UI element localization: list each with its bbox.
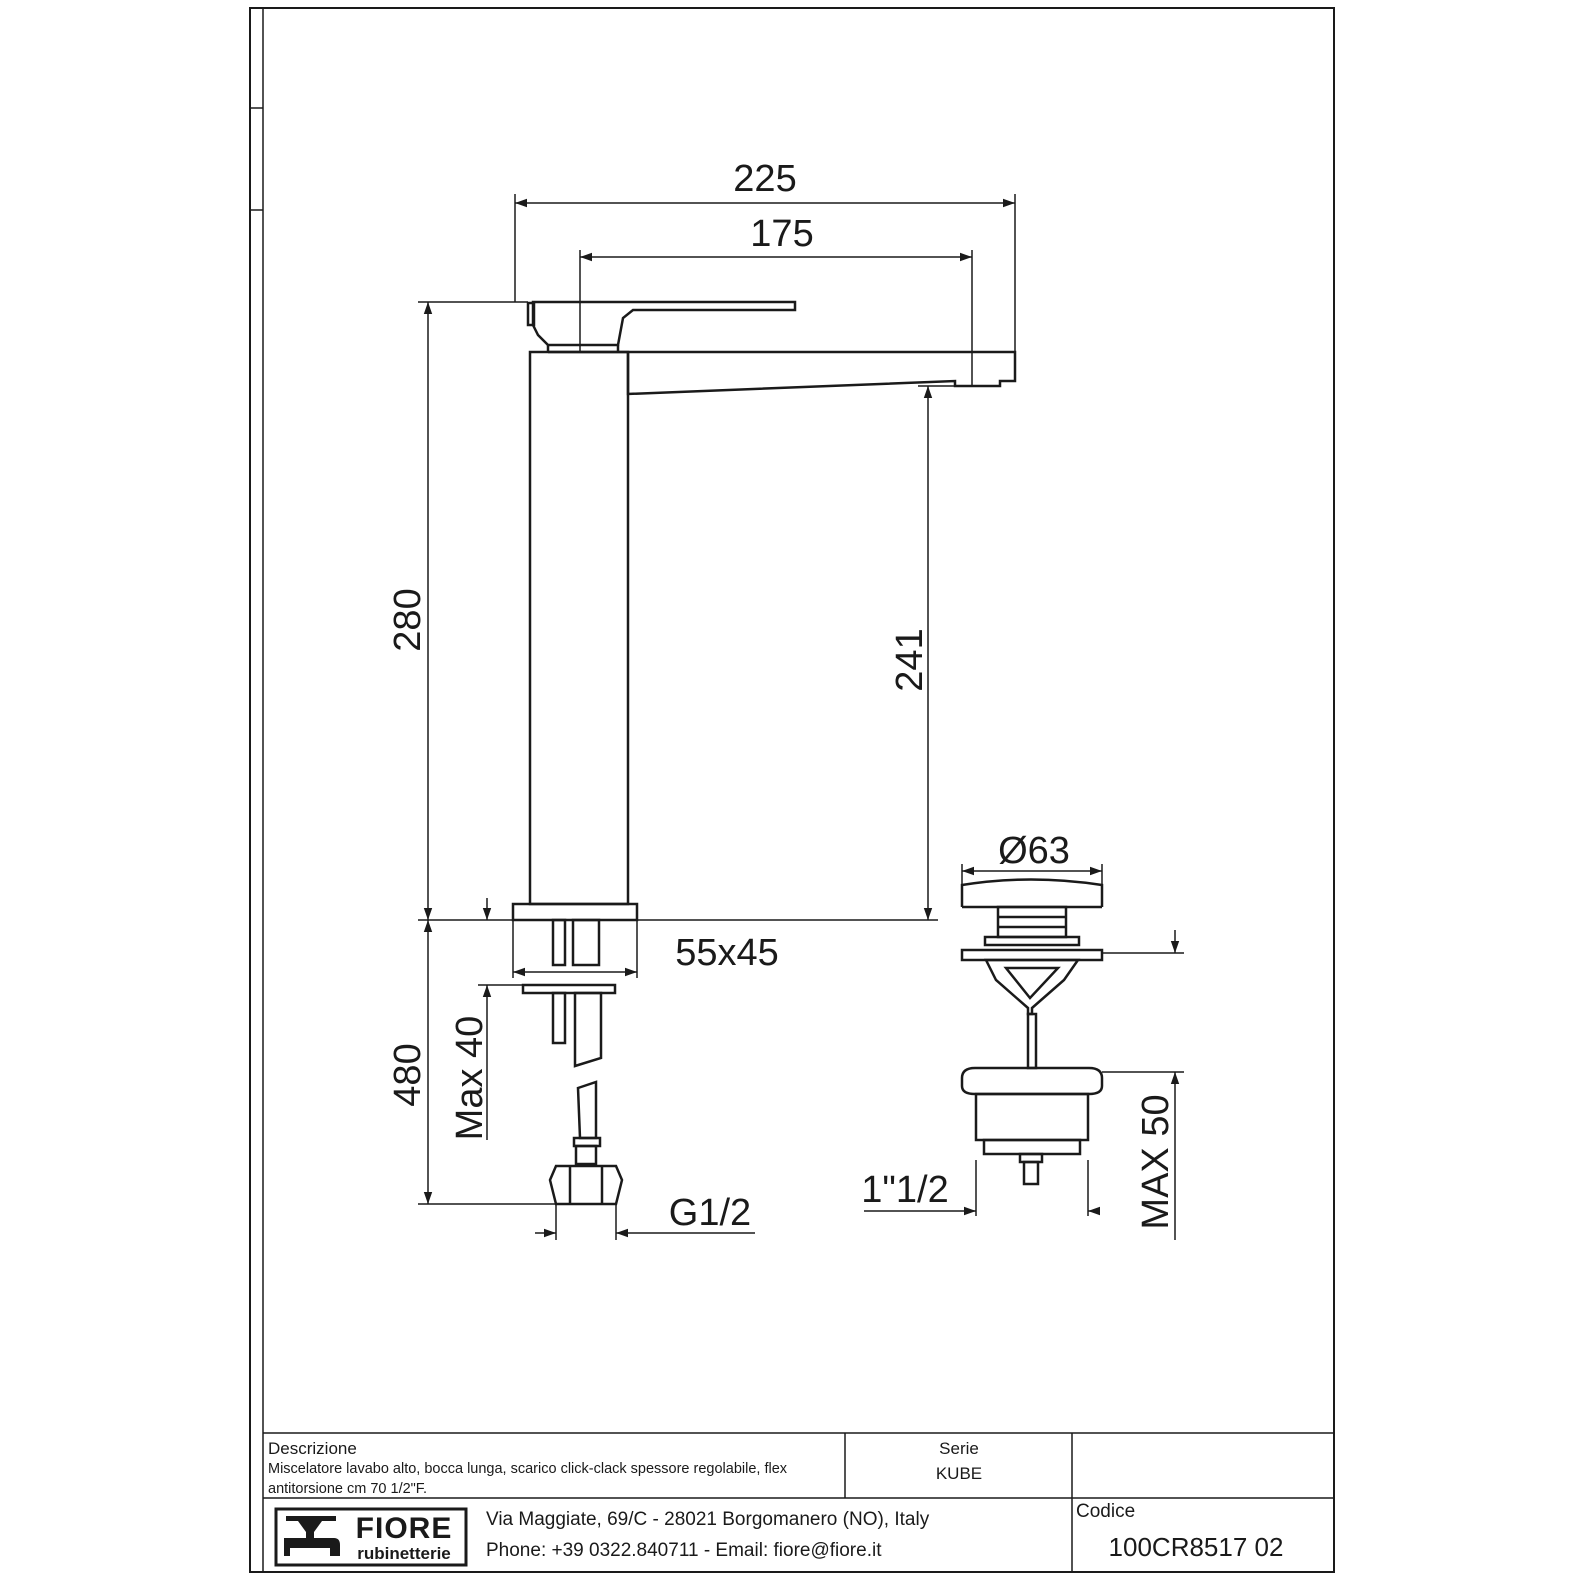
series-label: Serie [939, 1439, 979, 1458]
company-address: Via Maggiate, 69/C - 28021 Borgomanero (NO), Italy [486, 1509, 930, 1530]
dim-max-waste-thickness: MAX 50 [1135, 1094, 1177, 1230]
dim-waste-diameter: Ø63 [998, 830, 1070, 872]
dim-total-height: 280 [387, 588, 429, 652]
dim-hose-length: 480 [387, 1043, 429, 1107]
series-value: KUBE [935, 1464, 983, 1483]
code-value: 100CR8517 02 [1108, 1532, 1284, 1562]
dim-hose-connection: G1/2 [668, 1192, 752, 1234]
code-label: Codice [1076, 1501, 1136, 1522]
description-line-2: antitorsione cm 70 1/2"F. [268, 1481, 428, 1497]
fiore-logo [276, 1509, 466, 1565]
description-line-1: Miscelatore lavabo alto, bocca lunga, scarico click-clack spessore regolabile, flex [268, 1461, 788, 1477]
logo-company-sub: rubinetterie [357, 1544, 451, 1563]
faucet-body [513, 302, 1015, 1204]
dim-spout-height: 241 [889, 628, 931, 692]
dim-waste-thread: 1"1/2 [861, 1169, 949, 1211]
logo-company-name: FIORE [355, 1512, 453, 1545]
faucet-logo-icon [284, 1516, 340, 1556]
dim-overall-length: 225 [733, 158, 797, 200]
dim-spout-reach: 175 [750, 213, 814, 255]
dim-base-size: 55x45 [675, 932, 779, 974]
description-label: Descrizione [268, 1439, 357, 1458]
company-contact: Phone: +39 0322.840711 - Email: fiore@fiore.it [486, 1540, 882, 1561]
waste-assembly [962, 880, 1102, 1185]
dim-max-deck-thickness: Max 40 [449, 1015, 491, 1141]
